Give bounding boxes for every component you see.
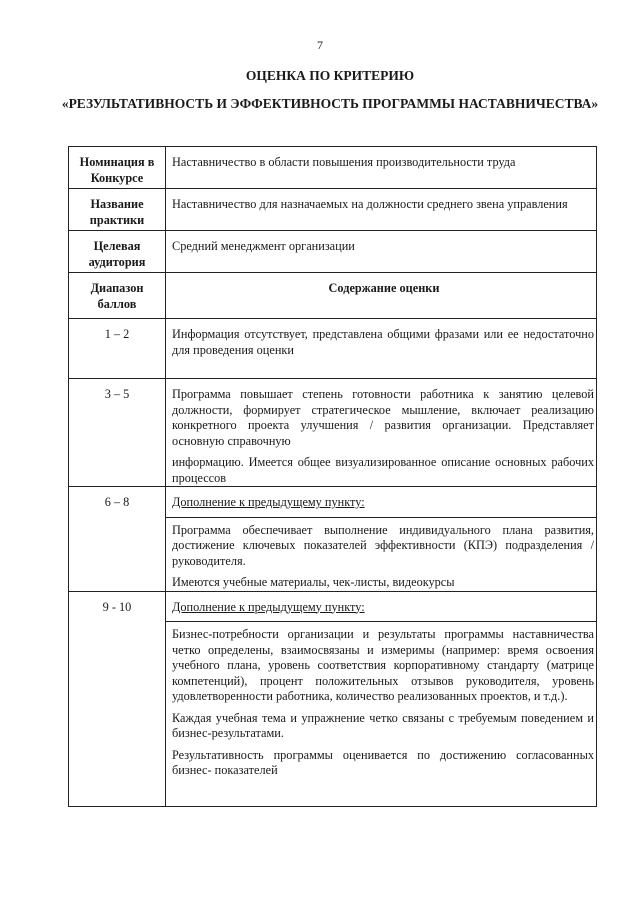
score-range: 1 – 2 xyxy=(104,327,130,341)
audience-label-cell xyxy=(69,231,166,273)
table-row-score-9-10 xyxy=(69,591,597,806)
table-row-score-6-8 xyxy=(69,487,597,592)
addition-heading: Дополнение к предыдущему пункту: xyxy=(172,599,365,614)
score-range-cell xyxy=(69,591,166,806)
row-separator xyxy=(166,517,596,591)
score-range: 3 – 5 xyxy=(104,387,130,401)
document-subtitle: «РЕЗУЛЬТАТИВНОСТЬ И ЭФФЕКТИВНОСТЬ ПРОГРАММЫ НАСТАВНИЧЕСТВА» xyxy=(61,96,599,111)
practice-name-value: Наставничество для назначаемых на должности среднего звена управления xyxy=(172,197,568,211)
score-description: Программа обеспечивает выполнение индивидуального плана развития, достижение ключевых показателей эффективности (КПЭ) подразделения / руководителя. xyxy=(172,522,594,568)
score-description-cell xyxy=(166,379,597,487)
table-header-row xyxy=(69,273,597,319)
nomination-label-cell xyxy=(69,147,166,189)
practice-name-label: Название практики xyxy=(89,197,145,227)
score-range-cell xyxy=(69,487,166,592)
score-description: Бизнес-потребности организации и результаты программы наставничества четко определены, взаимосвязаны и измеримы (например: время освоения учебного плана, уровень соответствия корпоративному стандарту (матрице компетенций), процент положительных отзывов руководителя, уровень удовлетворенности работника, количество реализованных проектов, и т.д.). xyxy=(172,627,594,703)
score-description: Информация отсутствует, представлена общими фразами или ее недостаточно для проведения оценки xyxy=(172,327,594,357)
criteria-table xyxy=(68,146,597,807)
score-description-continued: информацию. Имеется общее визуализированное описание основных рабочих процессов xyxy=(172,455,594,485)
score-range-header: Диапазон баллов xyxy=(90,281,144,311)
score-range-cell xyxy=(69,379,166,487)
nomination-value: Наставничество в области повышения производительности труда xyxy=(172,155,516,169)
table-row-nomination xyxy=(69,147,597,189)
table-row-score-3-5 xyxy=(69,379,597,487)
table-row-practice-name xyxy=(69,189,597,231)
score-description-results: Результативность программы оценивается по достижению согласованных бизнес- показателей xyxy=(172,747,594,777)
row-separator xyxy=(166,621,596,779)
score-range-cell xyxy=(69,319,166,379)
score-description-topics: Каждая учебная тема и упражнение четко связаны с требуемым поведением и бизнес-результатами. xyxy=(172,710,594,740)
score-description: Программа повышает степень готовности работника к занятию целевой должности, формирует стратегическое мышление, включает реализацию конкретного проекта улучшения / развития организации. Представляет основную справочную xyxy=(172,387,594,448)
score-description-cell xyxy=(166,591,597,806)
score-range: 9 - 10 xyxy=(102,599,132,614)
document-title: ОЦЕНКА ПО КРИТЕРИЮ xyxy=(245,68,415,83)
practice-name-label-cell xyxy=(69,189,166,231)
score-range-header-cell xyxy=(69,273,166,319)
score-description-cell xyxy=(166,319,597,379)
page-number: 7 xyxy=(317,38,323,52)
audience-label: Целевая аудитория xyxy=(88,239,146,269)
table-row-audience xyxy=(69,231,597,273)
addition-heading: Дополнение к предыдущему пункту: xyxy=(172,495,365,509)
table-row-score-1-2 xyxy=(69,319,597,379)
audience-value: Средний менеджмент организации xyxy=(172,239,355,253)
score-range: 6 – 8 xyxy=(104,495,130,509)
score-description-cell xyxy=(166,487,597,592)
score-description-materials: Имеются учебные материалы, чек-листы, видеокурсы xyxy=(172,575,455,589)
practice-name-value-cell xyxy=(166,189,597,231)
audience-value-cell xyxy=(166,231,597,273)
evaluation-content-header-cell xyxy=(166,273,597,319)
nomination-value-cell xyxy=(166,147,597,189)
evaluation-content-header: Содержание оценки xyxy=(328,281,440,295)
nomination-label: Номинация в Конкурсе xyxy=(79,155,155,185)
